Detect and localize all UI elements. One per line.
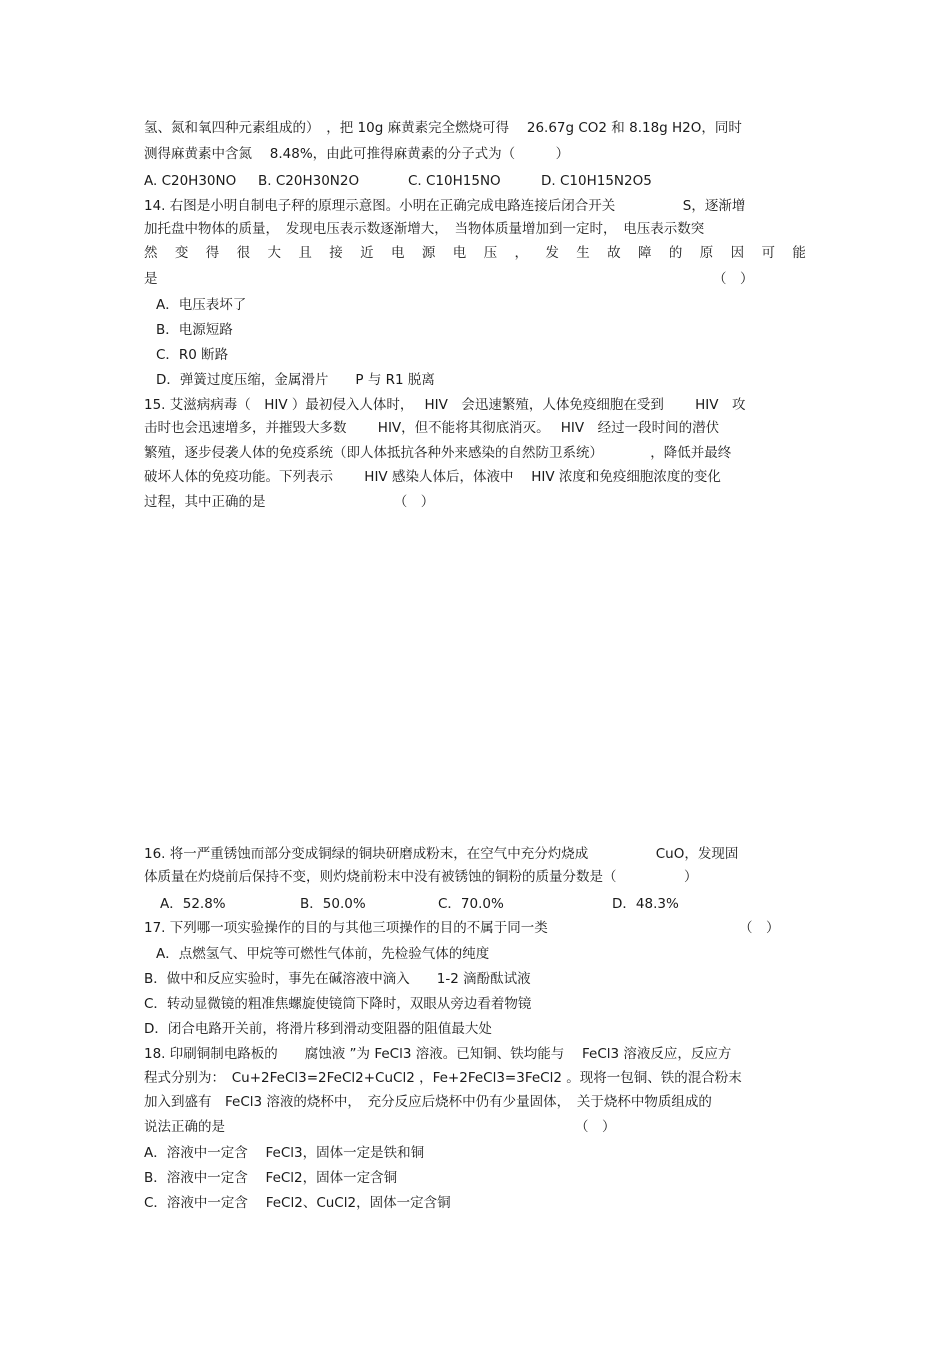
- q14-line-3-char: 接: [329, 245, 343, 261]
- q14-line-3-char: 故: [607, 245, 621, 261]
- q18-option-a: A．溶液中一定含 FeCl3，固体一定是铁和铜: [144, 1145, 425, 1161]
- q14-option-d: D．弹簧过度压缩，金属滑片 P 与 R1 脱离: [156, 372, 435, 388]
- q14-option-c: C．R0 断路: [156, 347, 229, 363]
- q14-line-4: 是: [144, 271, 158, 287]
- q15-line-5: 过程，其中正确的是 （ ）: [144, 494, 435, 510]
- q14-line-3-char: 发: [545, 245, 559, 261]
- q14-line-3-char: 生: [576, 245, 590, 261]
- q13-options: [144, 172, 652, 190]
- q14-line-3-char: 变: [174, 245, 189, 261]
- q14-option-b: B．电源短路: [156, 322, 233, 338]
- q13-option-d: D. C10H15N2O5: [541, 173, 652, 189]
- q16-options: [160, 895, 679, 913]
- q17-option-b: B．做中和反应实验时，事先在碱溶液中滴入 1-2 滴酚酞试液: [144, 971, 531, 987]
- q14-line-3-char: ，: [514, 245, 528, 261]
- q16-option-b: B．50.0%: [300, 896, 366, 912]
- q14-line-3-char: 大: [267, 245, 281, 261]
- q17-answer-paren: （ ）: [739, 920, 780, 936]
- q13-option-b: B. C20H30N2O: [258, 173, 360, 189]
- q14-line-3-char: 得: [205, 245, 220, 261]
- q18-option-c: C．溶液中一定含 FeCl2、CuCl2，固体一定含铜: [144, 1195, 451, 1211]
- q16-option-c: C．70.0%: [438, 896, 504, 912]
- q16-option-d: D．48.3%: [612, 896, 679, 912]
- q13-option-c: C. C10H15NO: [408, 173, 501, 189]
- q14-line-3-char: 障: [638, 245, 652, 261]
- q14-line-3-char: 近: [360, 245, 374, 261]
- q18-answer-paren: （ ）: [575, 1119, 616, 1135]
- q18-line-4: 说法正确的是: [144, 1119, 225, 1135]
- q16-line-2: 体质量在灼烧前后保持不变，则灼烧前粉末中没有被锈蚀的铜粉的质量分数是（ ）: [144, 869, 698, 885]
- q14-line-3-char: 电: [452, 245, 467, 261]
- q14-line-3-char: 因: [730, 245, 745, 261]
- q14-line-2: 加托盘中物体的质量， 发现电压表示数逐渐增大， 当物体质量增加到一定时， 电压表示数突: [144, 221, 705, 237]
- q14-line-3-char: 的: [668, 245, 683, 261]
- q15-line-2: 击时也会迅速增多，并摧毁大多数 HIV，但不能将其彻底消灭。 HIV 经过一段时间的潜伏: [144, 420, 720, 436]
- q14-answer-paren: （ ）: [713, 271, 754, 287]
- q13-line-1: 氢、氮和氧四种元素组成的） ，把 10g 麻黄素完全燃烧可得 26.67g CO2 和 8.18g H2O，同时: [144, 120, 742, 136]
- q17-option-c: C．转动显微镜的粗准焦螺旋使镜筒下降时，双眼从旁边看着物镜: [144, 996, 532, 1012]
- q14-line-1: 14. 右图是小明自制电子秤的原理示意图。小明在正确完成电路连接后闭合开关 S，逐渐增: [144, 198, 746, 214]
- q18-line-3: 加入到盛有 FeCl3 溶液的烧杯中， 充分反应后烧杯中仍有少量固体， 关于烧杯中物质组成的: [144, 1094, 712, 1110]
- q18-line-2: 程式分别为： Cu+2FeCl3=2FeCl2+CuCl2 ，Fe+2FeCl3=3FeCl2 。现将一包铜、铁的混合粉末: [144, 1070, 742, 1086]
- q14-line-3-char: 然: [144, 245, 158, 261]
- q15-line-3: 繁殖，逐步侵袭人体的免疫系统（即人体抵抗各种外来感染的自然防卫系统） ，降低并最终: [144, 445, 732, 461]
- q18-option-b: B．溶液中一定含 FeCl2，固体一定含铜: [144, 1170, 398, 1186]
- q17-option-d: D．闭合电路开关前，将滑片移到滑动变阻器的阻值最大处: [144, 1021, 492, 1037]
- q14-line-3-char: 能: [792, 245, 806, 261]
- q14-line-3-char: 源: [421, 245, 436, 261]
- q14-line-3-char: 可: [761, 245, 775, 261]
- q14-line-3-char: 且: [298, 245, 312, 261]
- q14-line-3-char: 压: [483, 245, 498, 261]
- q13-option-a: A. C20H30NO: [144, 173, 237, 189]
- q14-line-3: [144, 244, 806, 262]
- q18-line-1: 18. 印刷铜制电路板的 腐蚀液 ”为 FeCl3 溶液。已知铜、铁均能与 FeCl3 溶液反应，反应方: [144, 1046, 732, 1062]
- q15-line-4: 破坏人体的免疫功能。下列表示 HIV 感染人体后，体液中 HIV 浓度和免疫细胞浓度的变化: [144, 469, 721, 485]
- q16-line-1: 16. 将一严重锈蚀而部分变成铜绿的铜块研磨成粉末，在空气中充分灼烧成 CuO，发现固: [144, 846, 739, 862]
- q13-line-2: 测得麻黄素中含氮 8.48%，由此可推得麻黄素的分子式为（ ）: [144, 146, 570, 162]
- q14-line-3-char: 电: [391, 245, 405, 261]
- q17-option-a: A．点燃氢气、甲烷等可燃性气体前，先检验气体的纯度: [156, 946, 490, 962]
- q15-line-1: 15. 艾滋病病毒（ HIV ）最初侵入人体时， HIV 会迅速繁殖，人体免疫细胞在受到 HIV 攻: [144, 397, 746, 413]
- q14-line-3-char: 很: [236, 245, 251, 261]
- q14-option-a: A．电压表坏了: [156, 297, 247, 313]
- q14-line-3-char: 原: [699, 245, 714, 261]
- q17-line-1: 17. 下列哪一项实验操作的目的与其他三项操作的目的不属于同一类: [144, 920, 548, 936]
- q16-option-a: A．52.8%: [160, 896, 226, 912]
